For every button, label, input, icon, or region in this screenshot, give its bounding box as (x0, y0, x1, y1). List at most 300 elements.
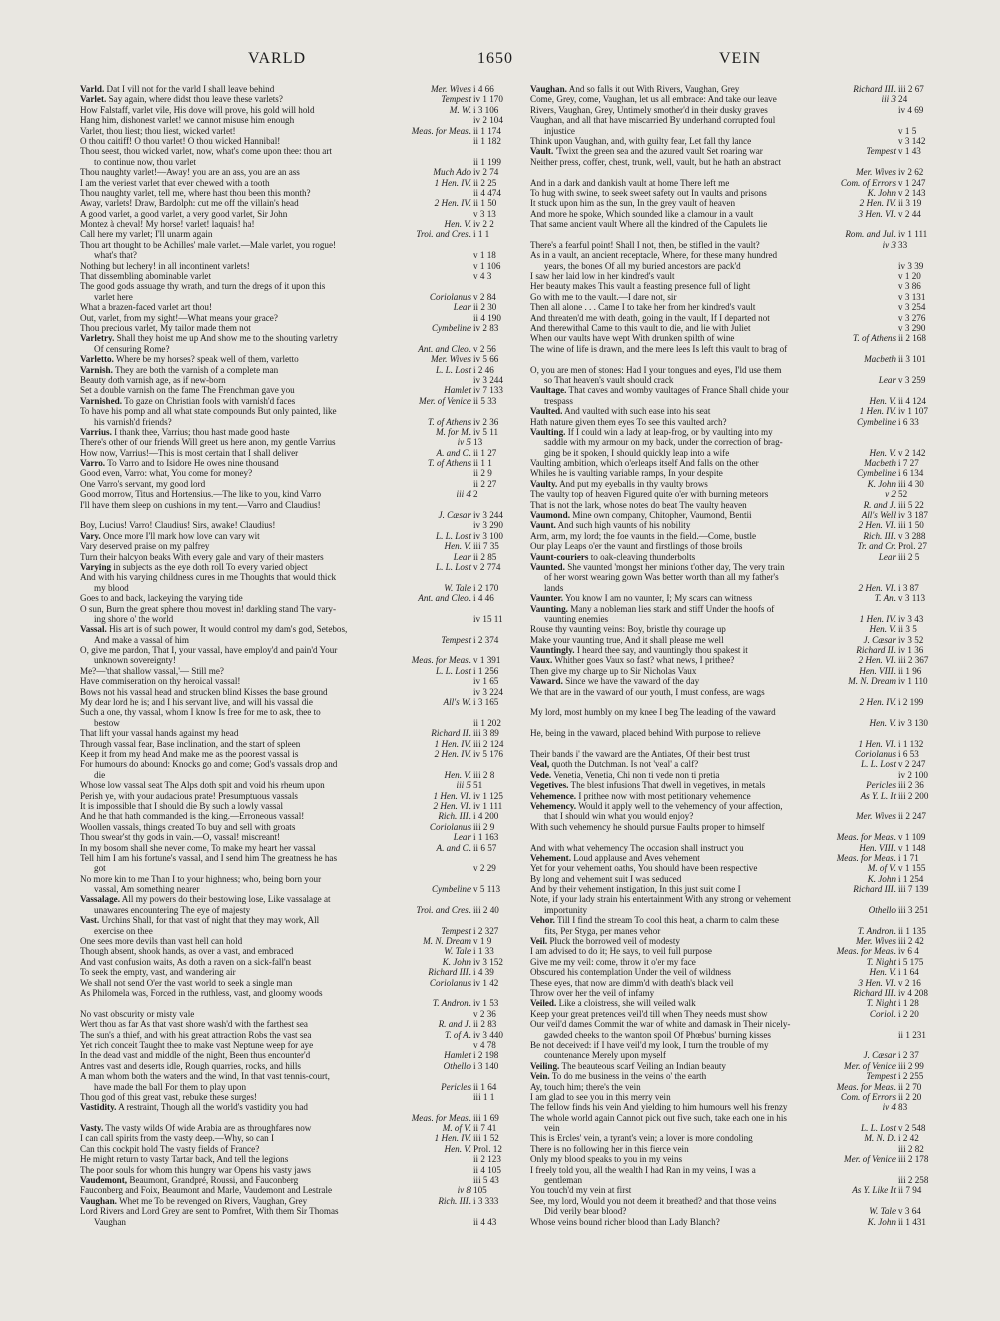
act-scene-line: v 1 148 (898, 842, 926, 853)
entry-line (530, 562, 942, 572)
play-source: W. Tale (866, 1206, 896, 1216)
entry-line (80, 531, 517, 541)
entry-line (530, 1123, 942, 1133)
entry-line (80, 1165, 517, 1175)
act-scene-line: i 2 42 (898, 1133, 919, 1144)
header-right-word: VEIN (719, 50, 762, 67)
quotation: And by their vehement instigation, In this just suit come I (530, 884, 741, 895)
quotation: Bows not his vassal head and strucken blind Kisses the base ground (80, 686, 328, 697)
entry-text (80, 261, 517, 271)
entry-line (530, 178, 942, 188)
quotation: O thou caitiff! O thou varlet! O thou wicked Hannibal! (80, 135, 281, 146)
entry-text (530, 728, 942, 738)
entry-text (80, 375, 517, 385)
entry-line (530, 1133, 942, 1143)
entry-line (80, 146, 517, 156)
quotation: countenance Merely upon myself (544, 1050, 666, 1061)
quotation: varlet here (94, 291, 133, 302)
quotation: Have commiseration on thy heroical vassal! (80, 676, 241, 687)
headword: Vassalage. (80, 894, 120, 905)
act-scene-line: iv 5 11 (473, 426, 499, 437)
headword: Varletry. (80, 333, 115, 344)
act-scene-line: Prol. 12 (473, 1143, 502, 1154)
act-scene-line: ii 1 50 (473, 198, 497, 209)
entry-text (80, 687, 517, 697)
play-source: T. Andron. (855, 926, 896, 936)
act-scene-line: i 1 33 (473, 946, 494, 957)
quotation: importunity (544, 904, 588, 915)
act-scene-line: iv 1 170 (473, 94, 503, 105)
play-source: 1 Hen. IV. (857, 406, 896, 416)
entry-line (80, 292, 517, 302)
entry-text (80, 874, 517, 884)
act-scene-line: v 3 276 (898, 312, 926, 323)
entry-text (530, 707, 942, 717)
quotation: The blest infusions That dwell in vegetives, in metals (568, 780, 766, 791)
quotation: That caves and womby vaultages of France Shall chide your (566, 385, 789, 396)
act-scene-line: ii 2 25 (473, 177, 497, 188)
quotation: His art is of such power, It would control my dam's god, Setebos, (106, 624, 348, 635)
act-scene-line: iv 2 62 (898, 167, 924, 178)
act-scene-line: iii 2 40 (473, 904, 499, 915)
entry-line (80, 105, 517, 115)
entry-line (80, 739, 517, 749)
act-scene-line: ii 1 199 (473, 156, 501, 167)
play-source: 2 Hen. VI. (855, 655, 896, 665)
act-scene-line: ii 4 124 (898, 395, 926, 406)
play-source: Hen. V. (867, 448, 896, 458)
quotation: injustice (544, 125, 575, 136)
entry-line (530, 344, 942, 354)
play-source: Mer. of Venice (416, 396, 471, 406)
quotation: Good morrow, Titus and Hortensius.—The like to you, kind Varro (80, 489, 322, 500)
act-scene-line: i 1 71 (898, 852, 919, 863)
play-source: J. Cæsar (861, 635, 896, 645)
entry-text (80, 1206, 517, 1216)
entry-text (80, 479, 517, 489)
act-scene-line: iv 1 111 (473, 800, 503, 811)
play-source: 2 Hen. VI. (855, 520, 896, 530)
act-scene-line: 13 (473, 437, 483, 448)
act-scene-line: i 2 170 (473, 582, 499, 593)
entry-line (530, 1175, 942, 1185)
act-scene-line: v 2 29 (473, 863, 496, 874)
quotation: Whose veins bound richer blood than Lady Blanch? (530, 1216, 720, 1227)
act-scene-line: v 1 18 (473, 250, 496, 261)
act-scene-line: i 4 66 (473, 84, 494, 94)
act-scene-line: ii 7 41 (473, 1123, 497, 1134)
headword: Vede. (530, 769, 552, 780)
entry-line (530, 157, 942, 167)
act-scene-line: i 1 163 (473, 832, 499, 843)
entry-line (530, 894, 942, 904)
act-scene-line: iv 1 107 (898, 406, 928, 417)
act-scene-line: iii 2 99 (898, 1060, 924, 1071)
quotation: Thou god of this great vast, rebuke these surges! (80, 1091, 257, 1102)
act-scene-line: i 3 106 (473, 104, 499, 115)
quotation: If I could win a lady at leap-frog, or by vaulting into my (565, 426, 773, 437)
header-left-word: VARLD (248, 50, 307, 67)
entry-text (530, 136, 942, 146)
quotation: Turn their halcyon beaks With every gale and vary of their masters (80, 551, 324, 562)
entry-line (80, 1144, 517, 1154)
entry-line (530, 1071, 942, 1081)
entry-text (530, 105, 942, 115)
quotation: A man whom both the waters and the wind, In that vast tennis-court, (80, 1071, 330, 1082)
act-scene-line: v 3 86 (898, 281, 921, 292)
headword: Vaughan. (530, 84, 567, 94)
quotation: Venetia, Venetia, Chi non ti vede non ti pretia (551, 769, 720, 780)
quotation: There is no following her in this fierce vein (530, 1143, 689, 1154)
quotation: Like a cloistress, she will veiled walk (556, 998, 696, 1009)
entry-line (530, 1040, 942, 1050)
play-source: M. of V. (865, 863, 896, 873)
play-source: Hen. V. (442, 1144, 471, 1154)
entry-line (530, 240, 942, 250)
quotation: O, you are men of stones: Had I your tongues and eyes, I'ld use them (530, 364, 782, 375)
entry-line (80, 126, 517, 136)
act-scene-line: v 3 142 (898, 135, 926, 146)
act-scene-line: i 4 46 (473, 593, 494, 604)
quotation: There's other of our friends Will greet us here anon, my gentle Varrius (80, 437, 336, 448)
play-source: Com. of Errors (838, 178, 896, 188)
entry-line (530, 281, 942, 291)
play-source: Hen. V. (442, 541, 471, 551)
entry-line (530, 1102, 942, 1112)
headword: Vauntingly. (530, 645, 575, 656)
entry-line (80, 1175, 517, 1185)
entry-text (80, 645, 517, 655)
play-source: Mer. Wives (428, 84, 471, 94)
play-source: 2 Hen. VI. (855, 583, 896, 593)
headword: Varnish. (80, 364, 113, 375)
entry-line (80, 188, 517, 198)
entry-line (530, 1165, 942, 1175)
act-scene-line: iv 5 176 (473, 749, 503, 759)
play-source: J. Cæsar (436, 510, 471, 520)
act-scene-line: iii 1 52 (473, 1133, 499, 1144)
quotation: Antres vast and deserts idle, Rough quarries, rocks, and hills (80, 1060, 301, 1071)
entry-line (80, 874, 517, 884)
entry-line (80, 780, 517, 790)
entry-text (80, 1175, 517, 1185)
quotation: Many a nobleman lies stark and stiff Under the hoofs of (567, 603, 775, 614)
act-scene-line: v 2 56 (473, 343, 496, 354)
headword: Vaultage. (530, 385, 567, 396)
entry-line (80, 1040, 517, 1050)
play-source: Richard III. (850, 988, 896, 998)
headword: Vary. (80, 530, 101, 541)
quotation: Till I find the stream To cool this heat, a charm to calm these (554, 915, 779, 926)
act-scene-line: iv 3 52 (898, 634, 924, 645)
quotation: I freely told you, all the wealth I had Ran in my veins, I was a (530, 1164, 756, 1175)
entry-text (80, 1185, 517, 1195)
quotation: Rouse thy vaunting veins: Boy, bristle thy courage up (530, 624, 726, 635)
entry-line (80, 1217, 517, 1227)
entry-text (530, 770, 942, 780)
quotation: The beauteous scarf Veiling an Indian beauty (559, 1060, 726, 1071)
act-scene-line: ii 4 43 (473, 1216, 497, 1227)
entry-line (530, 1019, 942, 1029)
entry-line (530, 614, 942, 624)
act-scene-line: v 2 247 (898, 759, 926, 770)
entry-line (80, 302, 517, 312)
quotation: that I should win what you would enjoy? (544, 811, 694, 822)
play-source: iv 8 (455, 1185, 471, 1195)
entry-line (80, 365, 517, 375)
play-source: R. and J. (861, 500, 896, 510)
act-scene-line: ii 2 30 (473, 302, 497, 313)
entry-line (530, 198, 942, 208)
act-scene-line: v 1 247 (898, 177, 926, 188)
play-source: Meas. for Meas. (409, 126, 471, 136)
quotation: No more kin to me Than I to your highness; who, being born your (80, 873, 322, 884)
entry-line (80, 209, 517, 219)
entry-text (80, 489, 517, 499)
entry-line (80, 832, 517, 842)
quotation: Make your vaunting true, And it shall please me well (530, 634, 724, 645)
entry-line (530, 967, 942, 977)
act-scene-line: i 6 134 (898, 468, 924, 479)
play-source: Tr. and Cr. (854, 541, 896, 551)
quotation: In the dead vast and middle of the night, Been thus encounter'd (80, 1050, 311, 1061)
play-source: Meas. for Meas. (409, 1113, 471, 1123)
act-scene-line: iii 2 82 (898, 1143, 924, 1154)
entry-line (80, 94, 517, 104)
entry-line (530, 1196, 942, 1206)
quotation: The good gods assuage thy wrath, and turn the dregs of it upon this (80, 281, 326, 292)
quotation: Thou seest, thou wicked varlet, now, what's come upon thee: thou art (80, 146, 332, 157)
act-scene-line: v 1 155 (898, 863, 926, 874)
play-source: A. and C. (434, 843, 471, 853)
entry-text (80, 718, 517, 728)
headword: Vehor. (530, 915, 555, 926)
play-source: T. Andron. (430, 998, 471, 1008)
play-source: T. of Athens (425, 417, 471, 427)
entry-text (80, 281, 517, 291)
quotation: Our veil'd dames Commit the war of white and damask in Their nicely- (530, 1019, 791, 1030)
act-scene-line: ii 2 9 (473, 468, 492, 479)
act-scene-line: iv 3 440 (473, 1029, 503, 1040)
entry-line (80, 500, 517, 510)
entry-line (530, 749, 942, 759)
quotation: It stuck upon him as the sun, In the grey vault of heaven (530, 198, 736, 209)
quotation: in subjects as the eye doth roll To every varied object (111, 561, 308, 572)
entry-line (80, 998, 517, 1008)
quotation: 'Twixt the green sea and the azured vault Set roaring war (553, 146, 763, 157)
act-scene-line: iv 3 244 (473, 510, 503, 521)
entry-line (530, 707, 942, 717)
entry-line (530, 770, 942, 780)
act-scene-line: i 2 198 (473, 1050, 499, 1061)
play-source: All's W. (441, 697, 471, 707)
entry-text (80, 157, 517, 167)
entry-line (80, 1196, 517, 1206)
act-scene-line: ii 2 85 (473, 551, 497, 562)
play-source: 1 Hen. IV. (432, 1133, 471, 1143)
act-scene-line: ii 2 168 (898, 333, 926, 344)
entry-line (80, 863, 517, 873)
act-scene-line: v 1 5 (898, 125, 917, 136)
quotation: How Falstaff, varlet vile, His dove will prove, his gold will hold (80, 104, 315, 115)
quotation: Whither goes Vaux so fast? what news, I prithee? (552, 655, 735, 666)
play-source: All's Well (859, 510, 896, 520)
entry-line (80, 1082, 517, 1092)
quotation: Would it apply well to the vehemency of your affection, (576, 800, 783, 811)
entry-text (80, 572, 517, 582)
quotation: Did verily bear blood? (544, 1206, 627, 1217)
entry-text (530, 1165, 942, 1175)
quotation: Thou art thought to be Achilles' male varlet.—Male varlet, you rogue! (80, 239, 337, 250)
quotation: Goes to and back, lackeying the varying tide (80, 593, 243, 604)
entry-line (80, 1185, 517, 1195)
quotation: One Varro's servant, my good lord (80, 478, 206, 489)
act-scene-line: iv 2 100 (898, 769, 928, 780)
act-scene-line: i 6 53 (898, 749, 919, 759)
quotation: Yet for your vehement oaths, You should have been respective (530, 863, 758, 874)
entry-text (80, 250, 517, 260)
entry-line (80, 323, 517, 333)
act-scene-line: iv 1 42 (473, 977, 499, 988)
play-source: Cymbeline (429, 884, 471, 894)
entry-line (80, 375, 517, 385)
act-scene-line: i 2 20 (898, 1008, 919, 1019)
entry-line (80, 333, 517, 343)
act-scene-line: ii 1 96 (898, 665, 922, 676)
quotation: And more he spoke, Which sounded like a clamour in a vault (530, 208, 754, 219)
entry-line (530, 427, 942, 437)
entry-text (80, 988, 517, 998)
act-scene-line: i 2 199 (898, 697, 924, 708)
act-scene-line: iv 1 125 (473, 790, 503, 801)
act-scene-line: 2 (473, 489, 478, 500)
act-scene-line: iii 7 139 (898, 884, 929, 895)
play-source: 1 Hen. IV. (857, 614, 896, 624)
entry-line (530, 1050, 942, 1060)
quotation: With such vehemency he should pursue Faults proper to himself (530, 821, 765, 832)
play-source: Hamlet (441, 385, 471, 395)
entry-line (80, 281, 517, 291)
quotation: his varnish'd friends? (94, 416, 172, 427)
entry-line (80, 261, 517, 271)
quotation: It is impossible that I should die By such a lowly vassal (80, 800, 284, 811)
entry-line (530, 302, 942, 312)
entry-line (530, 1185, 942, 1195)
quotation: Perish ye, with your audacious prate! Presumptuous vassals (80, 790, 298, 801)
entry-line (530, 479, 942, 489)
page-header (0, 50, 1000, 72)
act-scene-line: v 1 109 (898, 832, 926, 843)
entry-line (530, 936, 942, 946)
quotation: That dissembling abominable varlet (80, 271, 212, 282)
play-source: Tempest (438, 94, 471, 104)
headword: Vaumond. (530, 510, 570, 521)
act-scene-line: iii 2 178 (898, 1154, 929, 1165)
entry-line (530, 572, 942, 582)
headword: Varlet. (80, 94, 107, 105)
act-scene-line: ii 2 247 (898, 811, 926, 822)
entry-text (530, 219, 942, 229)
quotation: I saw her laid low in her kindred's vault (530, 271, 675, 282)
play-source: K. John (865, 1217, 896, 1227)
headword: Vast. (80, 915, 100, 926)
play-source: K. John (865, 479, 896, 489)
entry-text (80, 313, 517, 323)
quotation: my blood (94, 582, 129, 593)
headword: Vaunted. (530, 561, 565, 572)
play-source: L. L. Lost (433, 562, 471, 572)
quotation: got (94, 863, 106, 874)
play-source: Meas. for Meas. (834, 853, 896, 863)
play-source: M. W. (447, 105, 471, 115)
entry-line (530, 832, 942, 842)
quotation: Obscured his contemplation Under the veil of wildness (530, 967, 731, 978)
quotation: The vaulty top of heaven Figured quite o'er with burning meteors (530, 489, 769, 500)
quotation: Keep your great pretences veil'd till when They needs must show (530, 1008, 768, 1019)
entry-line (530, 136, 942, 146)
headword: Vegetives. (530, 780, 569, 791)
act-scene-line: v 1 9 (473, 936, 492, 947)
play-source: Troi. and Cres. (413, 905, 471, 915)
entry-line (530, 1217, 942, 1227)
entry-line (530, 115, 942, 125)
entry-text (530, 894, 942, 904)
act-scene-line: ii 2 27 (473, 478, 497, 489)
play-source: 1 Hen. VI. (855, 739, 896, 749)
act-scene-line: iv 4 208 (898, 987, 928, 998)
quotation: Shall they hoist me up And show me to the shouting varletry (114, 333, 338, 344)
entry-text (530, 344, 942, 354)
entry-line (530, 520, 942, 530)
headword: Vein. (530, 1071, 550, 1082)
quotation: Arm, arm, my lord; the foe vaunts in the field.—Come, bustle (530, 530, 757, 541)
quotation: Hath nature given them eyes To see this vaulted arch? (530, 416, 727, 427)
headword: Vaunt-couriers (530, 551, 589, 562)
entry-line (80, 458, 517, 468)
quotation: And such high vaunts of his nobility (555, 520, 691, 531)
quotation: And he that hath commanded is the king.—Erroneous vassal! (80, 811, 305, 822)
entry-line (80, 593, 517, 603)
quotation: And vast confusion waits, As doth a raven on a sick-fall'n beast (80, 956, 312, 967)
headword: Vaward. (530, 676, 563, 687)
act-scene-line: 24 (898, 94, 908, 105)
entry-line (530, 863, 942, 873)
entry-line (530, 489, 942, 499)
play-source: L. L. Lost (433, 666, 471, 676)
entry-text (80, 894, 517, 904)
play-source: Cymbeline (854, 468, 896, 478)
quotation: You know I am no vaunter, I; My scars can witness (563, 593, 752, 604)
act-scene-line: i 1 256 (473, 665, 499, 676)
headword: Varying (80, 561, 112, 572)
act-scene-line: v 3 13 (473, 208, 496, 219)
act-scene-line: i 1 64 (898, 967, 919, 978)
entry-line (530, 666, 942, 676)
entry-line (80, 344, 517, 354)
play-source: L. L. Lost (433, 365, 471, 375)
quotation: The fellow finds his vein And yielding to him humours well his frenzy (530, 1102, 788, 1113)
entry-line (530, 583, 942, 593)
entry-line (530, 697, 942, 707)
entry-line (80, 240, 517, 250)
entry-line (80, 905, 517, 915)
play-source: Lear (876, 375, 896, 385)
act-scene-line: v 4 3 (473, 271, 492, 282)
quotation: Her beauty makes This vault a feasting presence full of light (530, 281, 751, 292)
entry-line (80, 801, 517, 811)
entry-line (80, 468, 517, 478)
quotation: How now, Varrius!—This is most certain that I shall deliver (80, 447, 299, 458)
